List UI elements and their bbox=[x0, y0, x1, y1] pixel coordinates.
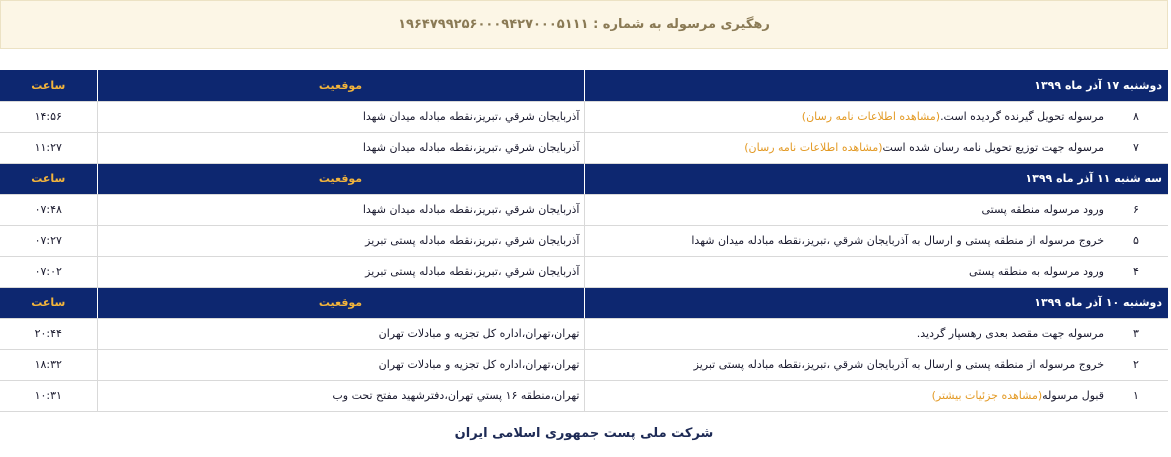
event-time: ۱۴:۵۶ bbox=[0, 101, 97, 132]
event-row bbox=[0, 318, 1168, 349]
event-description-cell bbox=[584, 101, 1168, 132]
event-description-cell bbox=[584, 349, 1168, 380]
event-description-cell bbox=[584, 194, 1168, 225]
event-description-cell bbox=[584, 225, 1168, 256]
details-link[interactable]: (مشاهده اطلاعات نامه رسان) bbox=[801, 110, 941, 123]
event-location: آذربايجان شرقي ،تبريز،نقطه مبادله پستی تبریز bbox=[97, 225, 584, 256]
event-description bbox=[691, 234, 1104, 247]
event-row bbox=[0, 101, 1168, 132]
details-link[interactable]: (مشاهده اطلاعات نامه رسان) bbox=[744, 141, 883, 154]
event-description-cell bbox=[584, 132, 1168, 163]
event-location: آذربايجان شرقي ،تبريز،نقطه مبادله میدان شهدا bbox=[97, 132, 584, 163]
event-description-text: مرسوله تحویل گیرنده گردیده است. bbox=[940, 110, 1104, 123]
event-number: ۳ bbox=[1133, 327, 1139, 340]
time-column-header: ساعت bbox=[0, 163, 97, 194]
event-number: ۷ bbox=[1133, 141, 1139, 154]
event-description-text: مرسوله جهت مقصد بعدی رهسپار گردید. bbox=[916, 327, 1104, 340]
event-number: ۵ bbox=[1133, 234, 1139, 247]
event-description-text: مرسوله جهت توزیع تحویل نامه رسان شده است bbox=[882, 141, 1104, 154]
event-location: تهران،منطقه ۱۶ پستي تهران،دفترشهید مفتح تحت وب bbox=[97, 380, 584, 411]
event-time: ۲۰:۴۴ bbox=[0, 318, 97, 349]
event-row bbox=[0, 256, 1168, 287]
day-header-row bbox=[0, 70, 1168, 101]
tracking-title: رهگیری مرسوله به شماره : ۱۹۶۴۷۹۹۲۵۶۰۰۰۹۴۲۷۰۰۰۵۱۱۱ bbox=[398, 17, 770, 32]
event-number: ۸ bbox=[1133, 110, 1139, 123]
event-description bbox=[694, 358, 1104, 371]
event-time: ۱۱:۲۷ bbox=[0, 132, 97, 163]
tracking-table bbox=[0, 70, 1168, 412]
event-number: ۴ bbox=[1133, 265, 1139, 278]
time-column-header: ساعت bbox=[0, 70, 97, 101]
event-description-text: ورود مرسوله منطقه پستی bbox=[981, 203, 1104, 216]
time-column-header: ساعت bbox=[0, 287, 97, 318]
event-time: ۱۸:۳۲ bbox=[0, 349, 97, 380]
event-number: ۲ bbox=[1133, 358, 1139, 371]
location-column-header: موقعیت bbox=[97, 287, 584, 318]
event-description-text: ورود مرسوله به منطقه پستی bbox=[969, 265, 1104, 278]
event-description bbox=[932, 389, 1104, 402]
location-column-header: موقعیت bbox=[97, 70, 584, 101]
event-number: ۶ bbox=[1133, 203, 1139, 216]
event-number: ۱ bbox=[1133, 389, 1139, 402]
event-row bbox=[0, 380, 1168, 411]
event-row bbox=[0, 132, 1168, 163]
event-location: تهران،تهران،اداره کل تجزیه و مبادلات تهران bbox=[97, 349, 584, 380]
event-location: تهران،تهران،اداره کل تجزیه و مبادلات تهران bbox=[97, 318, 584, 349]
event-location: آذربايجان شرقي ،تبريز،نقطه مبادله میدان شهدا bbox=[97, 101, 584, 132]
event-time: ۰۷:۴۸ bbox=[0, 194, 97, 225]
event-description bbox=[982, 203, 1105, 216]
day-header-row bbox=[0, 287, 1168, 318]
event-description-text: خروج مرسوله از منطقه پستی و ارسال به آذربايجان شرقي ،تبريز،نقطه مبادله پستی تبریز bbox=[693, 358, 1104, 371]
event-description bbox=[744, 141, 1104, 154]
tracking-header-banner bbox=[0, 0, 1168, 49]
event-description-text: خروج مرسوله از منطقه پستی و ارسال به آذربايجان شرقي ،تبريز،نقطه مبادله میدان شهدا bbox=[691, 234, 1104, 247]
footer-company-name: شرکت ملی پست جمهوری اسلامی ایران bbox=[454, 426, 714, 441]
details-link[interactable]: (مشاهده جزئیات بیشتر) bbox=[931, 389, 1043, 402]
event-description bbox=[917, 327, 1104, 340]
event-description-cell bbox=[584, 380, 1168, 411]
day-date: سه شنبه ۱۱ آذر ماه ۱۳۹۹ bbox=[584, 163, 1168, 194]
event-description-cell bbox=[584, 318, 1168, 349]
event-description-cell bbox=[584, 256, 1168, 287]
location-column-header: موقعیت bbox=[97, 163, 584, 194]
day-date: دوشنبه ۱۷ آذر ماه ۱۳۹۹ bbox=[584, 70, 1168, 101]
event-row bbox=[0, 225, 1168, 256]
event-time: ۱۰:۳۱ bbox=[0, 380, 97, 411]
event-description-text: قبول مرسوله bbox=[1042, 389, 1104, 402]
event-row bbox=[0, 194, 1168, 225]
event-time: ۰۷:۲۷ bbox=[0, 225, 97, 256]
event-time: ۰۷:۰۲ bbox=[0, 256, 97, 287]
day-date: دوشنبه ۱۰ آذر ماه ۱۳۹۹ bbox=[584, 287, 1168, 318]
day-header-row bbox=[0, 163, 1168, 194]
event-location: آذربايجان شرقي ،تبريز،نقطه مبادله میدان شهدا bbox=[97, 194, 584, 225]
event-location: آذربايجان شرقي ،تبريز،نقطه مبادله پستی تبریز bbox=[97, 256, 584, 287]
event-row bbox=[0, 349, 1168, 380]
event-description bbox=[802, 110, 1104, 123]
event-description bbox=[969, 265, 1104, 278]
